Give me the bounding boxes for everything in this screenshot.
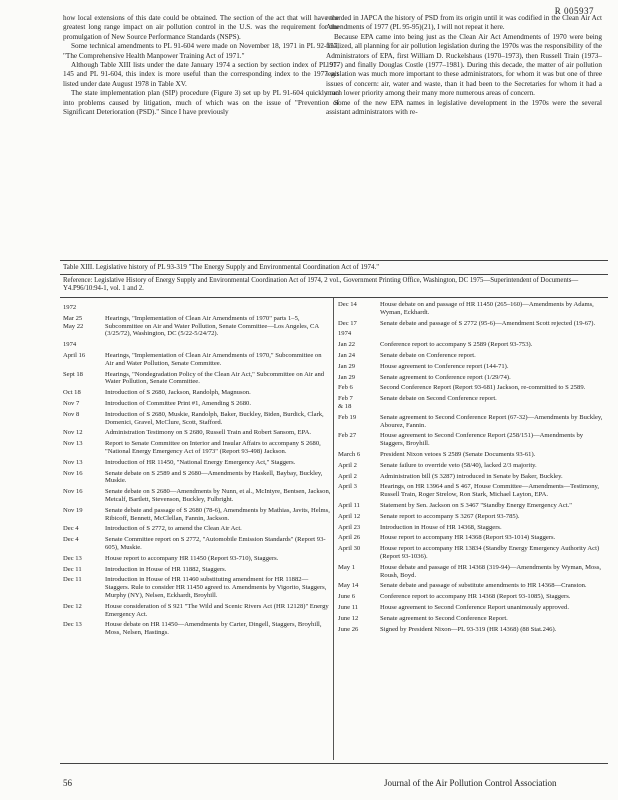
table-event: Statement by Sen. Jackson on S 3467 "Standby Energy Emergency Act."	[380, 501, 572, 509]
paragraph: Although Table XIII lists under the date January 1974 a section by section index of PL 91-145 and PL 91-604, this index is more useful than the corresponding index to the 1977 act listed under date August 1978 in Table XV.	[63, 61, 339, 88]
table-date: Dec 11	[63, 565, 82, 573]
table-event: House agreement to Second Conference Report unanimously approved.	[380, 603, 569, 611]
table-event: Administration Testimony on S 2680, Russell Train and Robert Sansom, EPA.	[105, 429, 311, 437]
table-row	[338, 626, 606, 634]
table-date: Dec 4	[63, 536, 79, 544]
table-row	[63, 440, 331, 456]
table-date: Dec 12	[63, 602, 82, 610]
table-event: House agreement to Second Conference Report (258/151)—Amendments by Staggers, Broyhill.	[380, 432, 584, 448]
table-row	[63, 603, 331, 619]
table-header-rule	[60, 297, 608, 298]
table-event: Senate report to accompany S 3267 (Report 93-785).	[380, 512, 520, 520]
table-row	[63, 459, 331, 467]
table-event: House report to accompany HR 13834 (Standby Energy Emergency Authority Act) (Report 93-1036).	[380, 545, 600, 560]
table-date: April 16	[63, 351, 86, 359]
table-row	[338, 432, 606, 448]
table-row	[63, 621, 331, 637]
table-top-rule	[60, 260, 608, 261]
table-date: Dec 13	[63, 621, 82, 629]
table-date: Feb 19	[338, 413, 357, 421]
table-row	[338, 502, 606, 510]
table-event: Report to Senate Committee on Interior and Insular Affairs to accompany S 2680, "National Energy Emergency Act of 1973" (Report 93-498) Jackson.	[105, 440, 321, 455]
table-row	[338, 615, 606, 623]
table-event: Introduction of Committee Print #1, Amending S 2680.	[105, 399, 251, 407]
page-number: 56	[63, 778, 72, 788]
paragraph: Because EPA came into being just as the Clean Air Act Amendments of 1970 were being finalized, all planning for air pollution legislation during the 1970s was the responsibility of the Administrators of EPA, first William D. Ruckelshaus (1970–1973), then Russell Train (1973–1977) and finally Douglas Costle (1977–1981). During this decade, the matter of air pollution legislation was much more important to these administrators, for whom it was but one of three issues of concern: air, water and waste, than it had been to the Secretaries for whom it had a much lower priority among their many more numerous areas of concern.	[326, 32, 602, 98]
table-date: Feb 7 & 18	[338, 395, 353, 410]
table-event: Senate agreement to Conference report (1/29/74).	[380, 373, 511, 381]
table-row	[338, 534, 606, 542]
table-event: Introduction of S 2680, Muskie, Randolph, Baker, Buckley, Biden, Burdick, Clark, Domenici, Gravel, McClure, Scott, Stafford.	[105, 410, 324, 426]
table-date: April 2	[338, 461, 357, 469]
body-text-right-column	[326, 14, 602, 117]
table-row	[63, 525, 331, 533]
table-event: Introduction of HR 11450, "National Energy Emergency Act," Staggers.	[105, 458, 296, 466]
table-event: Senate debate and passage of substitute amendments to HR 14368—Cranston.	[380, 582, 587, 590]
table-row	[338, 513, 606, 521]
table-event: Administration bill (S 3287) introduced in Senate by Baker, Buckley.	[380, 472, 563, 480]
paragraph: The state implementation plan (SIP) procedure (Figure 3) set up by PL 91-604 quickly ran into problems caused by litigation, much of which was on the issue of "Prevention of Significant Deterioration (PSD)." Since I have previously	[63, 89, 339, 117]
table-event: Conference report to accompany HR 14368 (Report 93-1085), Staggers.	[380, 593, 571, 601]
table-date: Dec 14	[338, 301, 357, 308]
table-row	[338, 483, 606, 499]
table-row	[338, 395, 606, 411]
table-event: Hearings, on HR 13964 and S 467, House Committee—Amendments—Testimony, Russell Train, Roger Strelow, Ron Stark, Michael Layton, EPA.	[380, 483, 600, 499]
table-date: Dec 11	[63, 576, 82, 584]
table-row	[338, 545, 606, 561]
table-row	[63, 315, 331, 338]
table-date: Sept 18	[63, 370, 83, 378]
table-event: Conference report to accompany S 2589 (Report 93-753).	[380, 341, 533, 349]
table-event: Senate debate on S 2680—Amendments by Nunn, et al., McIntyre, Bentsen, Jackson, Metcalf, Bartlett, Stevenson, Buckley, Fulbright.	[105, 488, 331, 503]
table-date: April 30	[338, 545, 361, 553]
paragraph: how local extensions of this date could be obtained. The section of the act that will have the greatest long range impact on air pollution control in the U.S. was the requirement for the promulgation of New Source Performance Standards (NSPS).	[63, 14, 339, 41]
table-date: Dec 17	[338, 319, 357, 327]
table-row	[338, 301, 606, 317]
table-event: Second Conference Report (Report 93-681) Jackson, re-committed to S 2589.	[380, 384, 586, 392]
table-event: Senate debate and passage of S 2680 (78-6), Amendments by Mathias, Javits, Helms, Ribicoff, Bennett, McClellan, Fannin, Jackson.	[105, 506, 330, 522]
table-row	[338, 414, 606, 430]
body-text-left-column	[63, 14, 339, 117]
table-date: Mar 25 May 22	[63, 314, 84, 330]
table-title-rule	[60, 274, 608, 275]
table-event: House debate on and passage of HR 11450 (265–160)—Amendments by Adams, Wyman, Eckhardt.	[380, 301, 594, 316]
table-row	[338, 320, 606, 328]
table-event: Introduction in House of HR 14368, Staggers.	[380, 523, 502, 531]
table-event: House agreement to Conference report (144-71).	[380, 362, 509, 370]
table-row	[63, 371, 331, 387]
table-row	[63, 352, 331, 368]
table-row	[63, 576, 331, 599]
table-event: Senate Committee report on S 2772, "Automobile Emission Standards" (Report 93-605), Muskie.	[105, 536, 326, 551]
table-title: Table XIII. Legislative history of PL 93-319 "The Energy Supply and Environmental Coordination Act of 1974."	[63, 263, 380, 271]
table-date: Nov 13	[63, 458, 83, 466]
table-row	[338, 473, 606, 481]
table-date: June 26	[338, 625, 359, 633]
table-row	[338, 593, 606, 601]
table-row	[338, 374, 606, 382]
table-date: May 1	[338, 563, 356, 571]
table-date: Jan 29	[338, 362, 356, 370]
table-row	[63, 507, 331, 523]
table-event: Senate failure to override veto (58/40), lacked 2/3 majority.	[380, 461, 537, 469]
table-row	[338, 524, 606, 532]
table-date: Nov 13	[63, 440, 83, 448]
table-reference: Reference: Legislative History of Energy Supply and Environmental Coordination Act of 1974, 2 vol., Government Printing Office, Washington, DC 1975—Superintendent of Documents—Y4.P96/10:94-1, vol. 1 and 2.	[63, 277, 579, 293]
bates-number: R 005937	[554, 6, 594, 16]
table-event: House debate on HR 11450—Amendments by Carter, Dingell, Staggers, Broyhill, Moss, Nelsen, Hastings.	[105, 621, 322, 637]
table-year-heading: 1974	[338, 330, 352, 338]
table-row	[63, 411, 331, 427]
table-date: April 23	[338, 523, 361, 531]
table-event: Senate agreement to Second Conference Report (67-32)—Amendments by Buckley, Abourez, Fannin.	[380, 413, 603, 429]
table-column-divider	[333, 298, 334, 760]
table-row	[63, 488, 331, 504]
table-date: May 14	[338, 582, 359, 590]
table-date: Feb 27	[338, 432, 357, 440]
table-row	[63, 400, 331, 408]
table-date: Jan 22	[338, 341, 356, 349]
table-event: House debate and passage of HR 14368 (319-94)—Amendments by Wyman, Moss, Roush, Boyd.	[380, 563, 602, 579]
table-date: Oct 18	[63, 389, 81, 397]
table-row	[338, 341, 606, 349]
table-event: Introduction of S 2680, Jackson, Randolph, Magnuson.	[105, 389, 251, 397]
table-event: Senate debate and passage of S 2772 (95-6)—Amendment Scott rejected (19-67).	[380, 319, 596, 327]
table-date: Nov 16	[63, 488, 83, 496]
table-date: Jan 29	[338, 373, 356, 381]
table-event: Introduction in House of HR 11460 substituting amendment for HR 11882—Staggers. Rule to consider HR 11450 agreed to. Amendments by Vigorito, Staggers, Murphy (NY), Nelsen, Eckhardt, Broyhill.	[105, 576, 327, 599]
table-event: Senate debate on Second Conference report.	[380, 395, 497, 403]
table-row	[338, 582, 606, 590]
table-date: June 11	[338, 603, 359, 611]
table-left-column	[63, 301, 331, 640]
table-date: Feb 6	[338, 384, 353, 392]
table-right-column	[338, 301, 606, 636]
table-date: Dec 4	[63, 525, 79, 533]
table-date: April 2	[338, 472, 357, 480]
table-event: House report to accompany HR 11450 (Report 93-710), Staggers.	[105, 554, 279, 562]
table-row	[63, 389, 331, 397]
table-event: House consideration of S 921 "The Wild and Scenic Rivers Act (HR 12128)" Energy Emergency Act.	[105, 602, 329, 618]
table-date: Nov 19	[63, 506, 83, 514]
table-event: Senate debate on S 2589 and S 2680—Amendments by Haskell, Baybay, Buckley, Muskie.	[105, 469, 323, 485]
table-event: Introduction of S 2772, to amend the Clean Air Act.	[105, 525, 242, 533]
table-date: Jan 24	[338, 351, 356, 359]
table-date: Nov 8	[63, 410, 80, 418]
table-event: Hearings, "Implementation of Clean Air Amendments of 1970" parts 1–5, Subcommittee on Air and Water Pollution, Senate Committee—Los Angeles, CA (3/25/72), Washington, DC (5/22-5/24/72).	[105, 314, 319, 338]
table-date: April 11	[338, 501, 360, 509]
table-row	[338, 604, 606, 612]
table-date: April 3	[338, 483, 357, 491]
table-bottom-rule	[60, 763, 608, 764]
table-row	[338, 451, 606, 459]
table-date: June 6	[338, 593, 356, 601]
table-date: Dec 13	[63, 554, 82, 562]
table-event: Signed by President Nixon—PL 93-319 (HR 14368) (88 Stat.246).	[380, 625, 557, 633]
table-year-heading: 1974	[63, 341, 77, 349]
table-date: Nov 12	[63, 429, 83, 437]
table-row	[63, 566, 331, 574]
paragraph: recorded in JAPCA the history of PSD from its origin until it was codified in the Clean Air Act Amendments of 1977 (PL 95-95)(21), I will not repeat it here.	[326, 14, 602, 32]
paragraph: Some of the new EPA names in legislative development in the 1970s were the several assistant administrators with re-	[326, 98, 602, 117]
table-year-heading: 1972	[63, 304, 77, 311]
table-row	[338, 384, 606, 392]
table-date: April 12	[338, 512, 361, 520]
table-date: April 26	[338, 534, 361, 542]
table-event: Introduction in House of HR 11882, Staggers.	[105, 565, 227, 573]
table-event: Hearings, "Nondegradation Policy of the Clean Air Act," Subcommittee on Air and Water Pollution, Senate Committee.	[105, 370, 325, 386]
table-row	[63, 470, 331, 486]
table-row	[63, 555, 331, 563]
table-event: House report to accompany HR 14368 (Report 93-1014) Staggers.	[380, 534, 556, 542]
table-event: Senate debate on Conference report.	[380, 351, 476, 359]
table-event: President Nixon vetoes S 2589 (Senate Documents 93-61).	[380, 450, 536, 458]
table-date: March 6	[338, 450, 361, 458]
table-row	[338, 352, 606, 360]
table-row	[338, 564, 606, 580]
table-row	[338, 462, 606, 470]
table-event: Hearings, "Implementation of Clean Air Amendments of 1970," Subcommittee on Air and Water Pollution, Senate Committee.	[105, 351, 322, 367]
table-date: June 12	[338, 614, 359, 622]
table-event: Senate agreement to Second Conference Report.	[380, 614, 508, 622]
table-row	[63, 536, 331, 552]
table-date: Nov 7	[63, 399, 80, 407]
table-row	[63, 429, 331, 437]
paragraph: Some technical amendments to PL 91-604 were made on November 18, 1971 in PL 92-157, "The Comprehensive Health Manpower Training Act of 1971."	[63, 42, 339, 60]
table-row	[338, 363, 606, 371]
journal-name: Journal of the Air Pollution Control Association	[384, 778, 557, 788]
table-date: Nov 16	[63, 469, 83, 477]
